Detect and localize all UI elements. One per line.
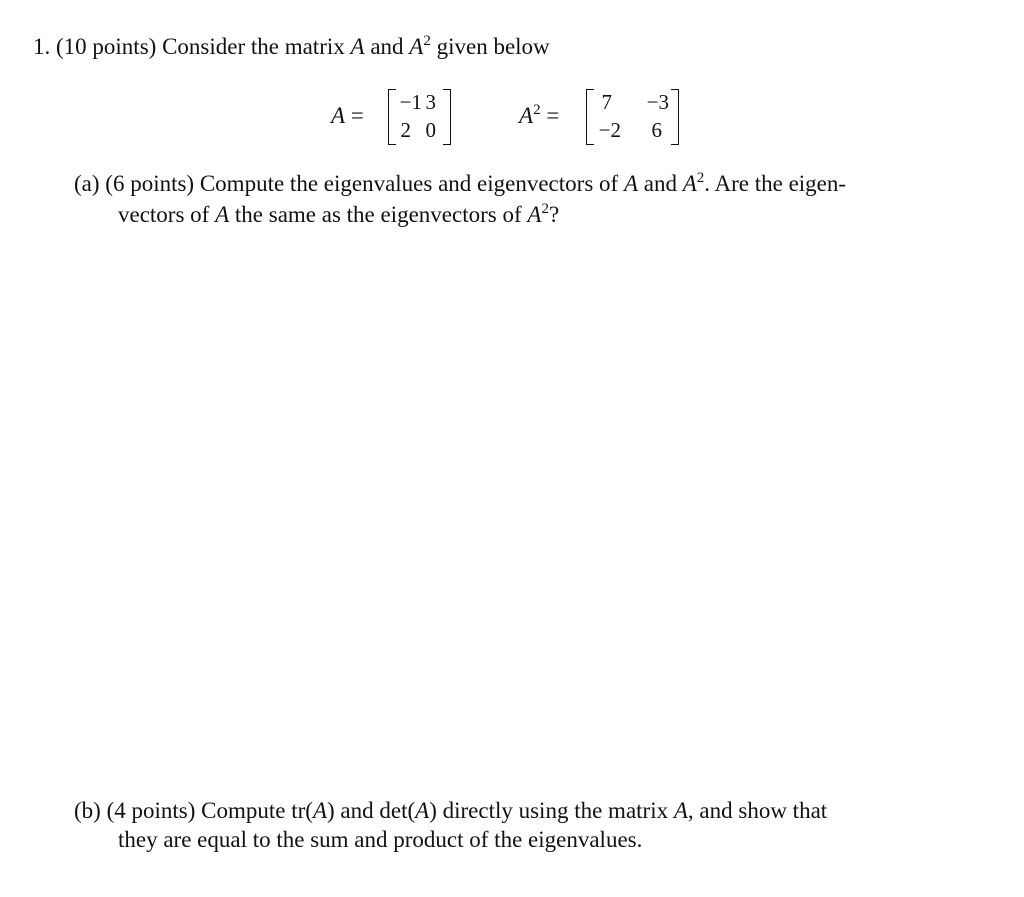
part-a-text: vectors of bbox=[118, 202, 210, 227]
matrix-a-cell: 0 bbox=[425, 118, 436, 142]
var-a2: A bbox=[682, 171, 697, 196]
part-b-text: ) directly using the matrix bbox=[429, 798, 669, 823]
part-a-points: (6 points) bbox=[105, 171, 195, 196]
exponent: 2 bbox=[541, 201, 549, 217]
part-a-label: (a) bbox=[74, 171, 100, 196]
part-b-line1 bbox=[74, 798, 827, 824]
problem-statement bbox=[33, 34, 550, 60]
part-b-text: ) and det( bbox=[327, 798, 416, 823]
var-a: A bbox=[312, 798, 327, 823]
matrix-a-label: A bbox=[331, 103, 346, 128]
part-b-text: Compute tr( bbox=[201, 798, 313, 823]
part-b-text: , and show that bbox=[687, 798, 828, 823]
part-a-line2 bbox=[118, 202, 559, 228]
matrix-a2-cell: 7 bbox=[601, 90, 612, 114]
exponent: 2 bbox=[423, 33, 431, 49]
matrix-a-right-bracket bbox=[443, 89, 451, 145]
var-a: A bbox=[215, 202, 230, 227]
part-b-points: (4 points) bbox=[106, 798, 196, 823]
var-a: A bbox=[623, 171, 638, 196]
question-mark: ? bbox=[548, 202, 560, 227]
matrix-a2-equals: = bbox=[546, 103, 560, 128]
matrix-a2-exponent: 2 bbox=[533, 102, 541, 118]
and-word: and bbox=[643, 171, 677, 196]
and-word: and bbox=[370, 34, 404, 59]
problem-points: (10 points) bbox=[56, 34, 157, 59]
part-b-label: (b) bbox=[74, 798, 101, 823]
matrix-a2-cell: −3 bbox=[646, 90, 669, 114]
part-a-text: the same as the eigenvectors of bbox=[234, 202, 522, 227]
problem-intro: Consider the matrix bbox=[162, 34, 345, 59]
problem-rest: given below bbox=[436, 34, 550, 59]
var-a2: A bbox=[409, 34, 424, 59]
exponent: 2 bbox=[696, 170, 705, 186]
matrix-a2-cell: −2 bbox=[598, 118, 621, 142]
problem-number: 1. bbox=[33, 34, 51, 59]
matrix-a2-cell: 6 bbox=[651, 118, 662, 142]
matrix-a2-label: A bbox=[519, 103, 534, 128]
part-b-line2 bbox=[118, 827, 642, 853]
part-a-text-end: . Are the eigen- bbox=[704, 171, 847, 196]
matrix-a-equals: = bbox=[350, 103, 364, 128]
matrix-a2-right-bracket bbox=[671, 89, 679, 145]
var-a: A bbox=[415, 798, 430, 823]
matrix-a-cell: −1 bbox=[399, 90, 422, 114]
part-b-text: they are equal to the sum and product of the eigenvalues. bbox=[118, 827, 643, 852]
matrix-a-cell: 3 bbox=[425, 90, 436, 114]
var-a2: A bbox=[527, 202, 542, 227]
var-a: A bbox=[673, 798, 688, 823]
var-a: A bbox=[350, 34, 365, 59]
matrix-a-cell: 2 bbox=[400, 118, 411, 142]
part-a-text: Compute the eigenvalues and eigenvectors of bbox=[199, 171, 619, 196]
part-a-line1 bbox=[74, 171, 846, 197]
